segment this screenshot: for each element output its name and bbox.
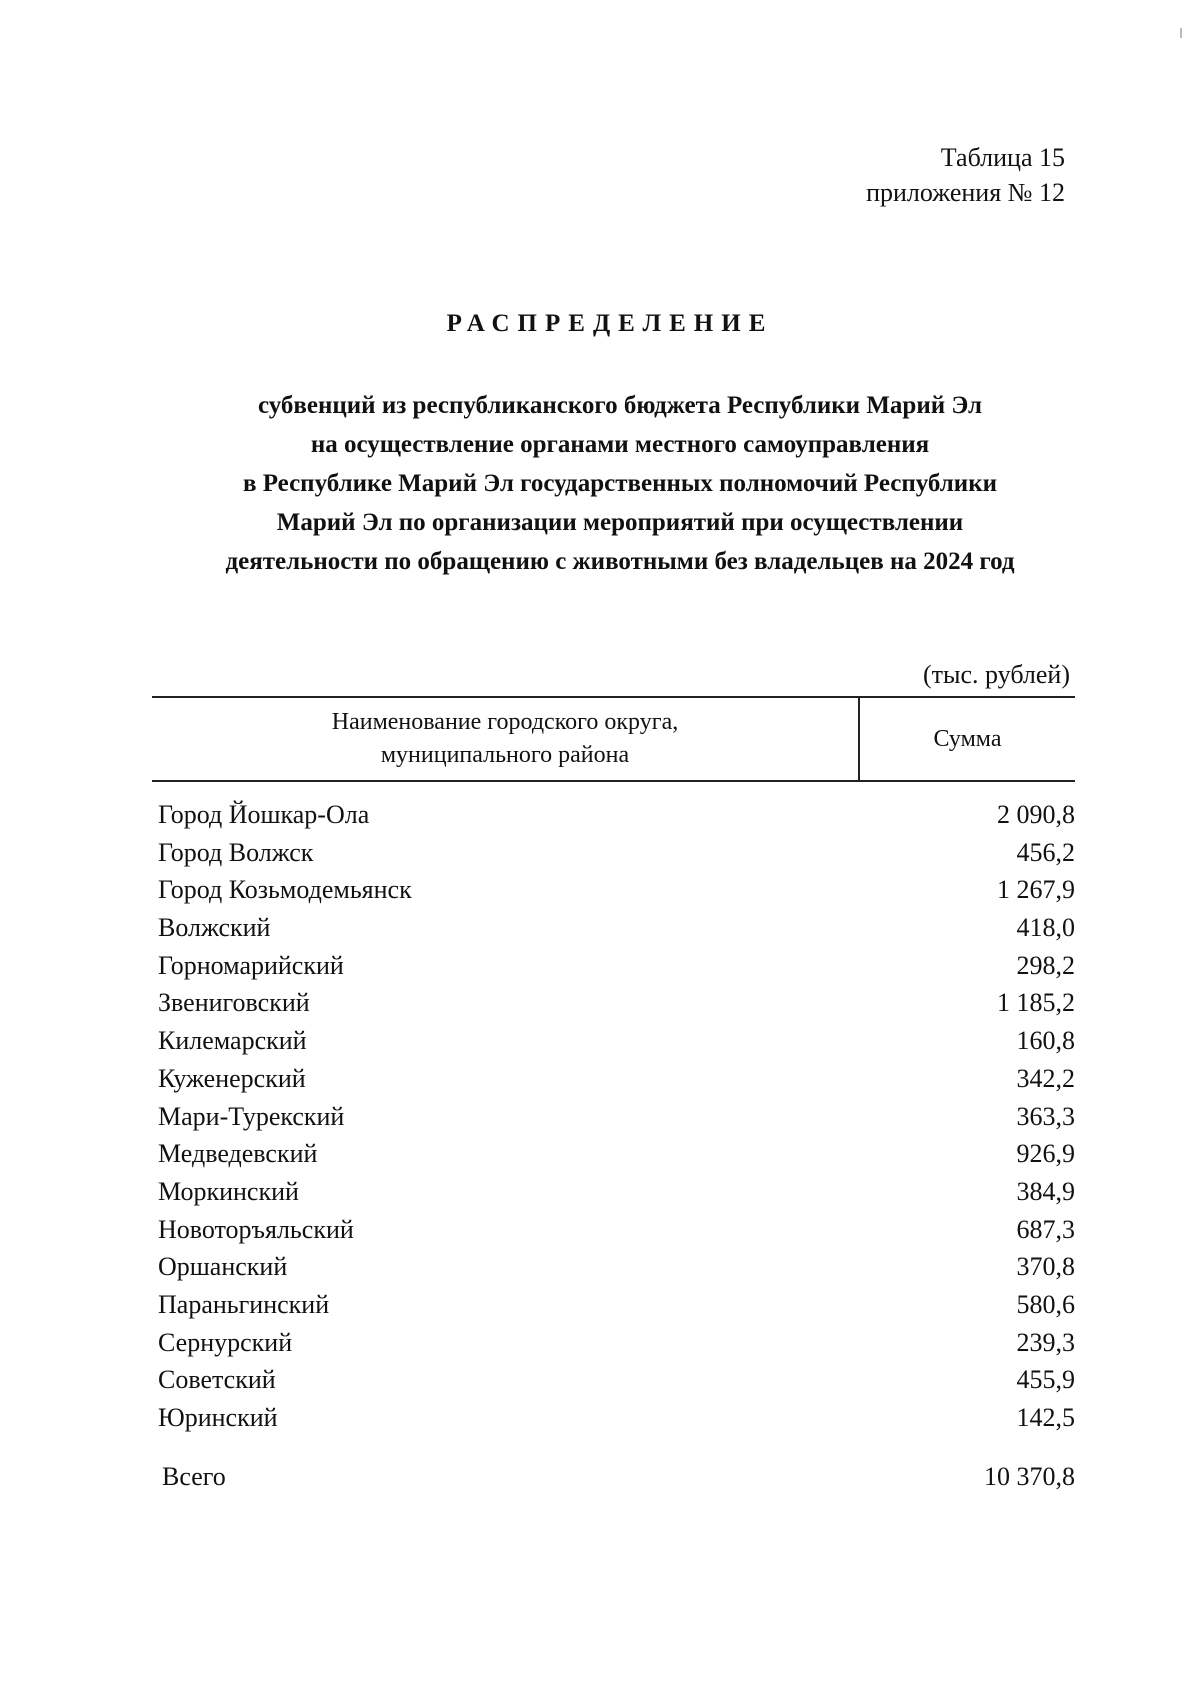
row-name: Новоторъяльский [158,1214,354,1244]
row-value: 239,3 [1016,1327,1075,1357]
row-value: 342,2 [1016,1063,1075,1093]
document-subtitle [140,386,1100,581]
row-value: 455,9 [1016,1365,1075,1395]
row-name: Параньгинский [158,1289,330,1319]
row-value: 687,3 [1016,1214,1075,1244]
total-row [158,1462,1075,1500]
row-name: Мари-Турекский [158,1101,345,1131]
row-value: 384,9 [1016,1176,1075,1206]
row-name: Куженерский [158,1063,306,1093]
row-name: Сернурский [158,1327,293,1357]
row-name: Волжский [158,913,271,943]
table-row [158,875,1075,913]
subtitle-line: на осуществление органами местного самоуправления [310,431,930,458]
row-value: 456,2 [1016,837,1075,867]
row-value: 370,8 [1016,1252,1075,1282]
table-row [158,1215,1075,1253]
table-row [158,1102,1075,1140]
row-value: 160,8 [1016,1026,1075,1056]
row-value: 926,9 [1016,1139,1075,1169]
table-row [158,1177,1075,1215]
table-row [158,1403,1075,1441]
subtitle-line: Марий Эл по организации мероприятий при осуществлении [276,509,964,536]
row-name: Килемарский [158,1026,307,1056]
total-label: Всего [162,1462,226,1491]
table-reference [866,140,1065,210]
table-header [152,696,1075,782]
table-row [158,913,1075,951]
table-row [158,1365,1075,1403]
header-name-line: муниципального района [380,742,630,768]
table-row [158,1139,1075,1177]
row-value: 418,0 [1016,913,1075,943]
row-name: Город Козьмодемьянск [158,875,412,905]
table-row [158,1252,1075,1290]
row-value: 363,3 [1016,1101,1075,1131]
row-value: 2 090,8 [997,800,1075,829]
table-body [158,800,1075,1441]
row-value: 1 185,2 [997,988,1075,1018]
row-value: 142,5 [1016,1403,1075,1432]
header-name-cell [152,698,860,780]
table-row [158,1026,1075,1064]
row-value: 1 267,9 [997,875,1075,905]
row-name: Город Волжск [158,837,314,867]
units-label: (тыс. рублей) [922,660,1070,689]
row-name: Оршанский [158,1252,288,1282]
row-name: Медведевский [158,1139,318,1169]
table-row [158,1064,1075,1102]
scan-mark [1180,28,1182,38]
subtitle-line: деятельности по обращению с животными без владельцев на 2024 год [225,548,1015,575]
row-name: Горномарийский [158,950,344,980]
row-name: Советский [158,1365,276,1395]
subtitle-line: субвенций из республиканского бюджета Республики Марий Эл [257,392,983,419]
row-value: 580,6 [1016,1289,1075,1319]
table-row [158,951,1075,989]
table-row [158,988,1075,1026]
table-row [158,800,1075,838]
table-row [158,1290,1075,1328]
row-name: Звениговский [158,988,310,1018]
total-value: 10 370,8 [984,1462,1075,1491]
table-row [158,1328,1075,1366]
row-name: Моркинский [158,1176,299,1206]
header-sum-cell: Сумма [933,725,1002,752]
header-name-line: Наименование городского округа, [331,709,679,735]
row-name: Юринский [158,1403,278,1432]
reference-appendix-number: приложения № 12 [866,178,1065,207]
reference-table-number: Таблица 15 [940,143,1065,172]
row-name: Город Йошкар-Ола [158,800,370,829]
document-heading: РАСПРЕДЕЛЕНИЕ [446,310,774,337]
table-row [158,838,1075,876]
row-value: 298,2 [1016,950,1075,980]
subtitle-line: в Республике Марий Эл государственных полномочий Республики [242,470,998,497]
